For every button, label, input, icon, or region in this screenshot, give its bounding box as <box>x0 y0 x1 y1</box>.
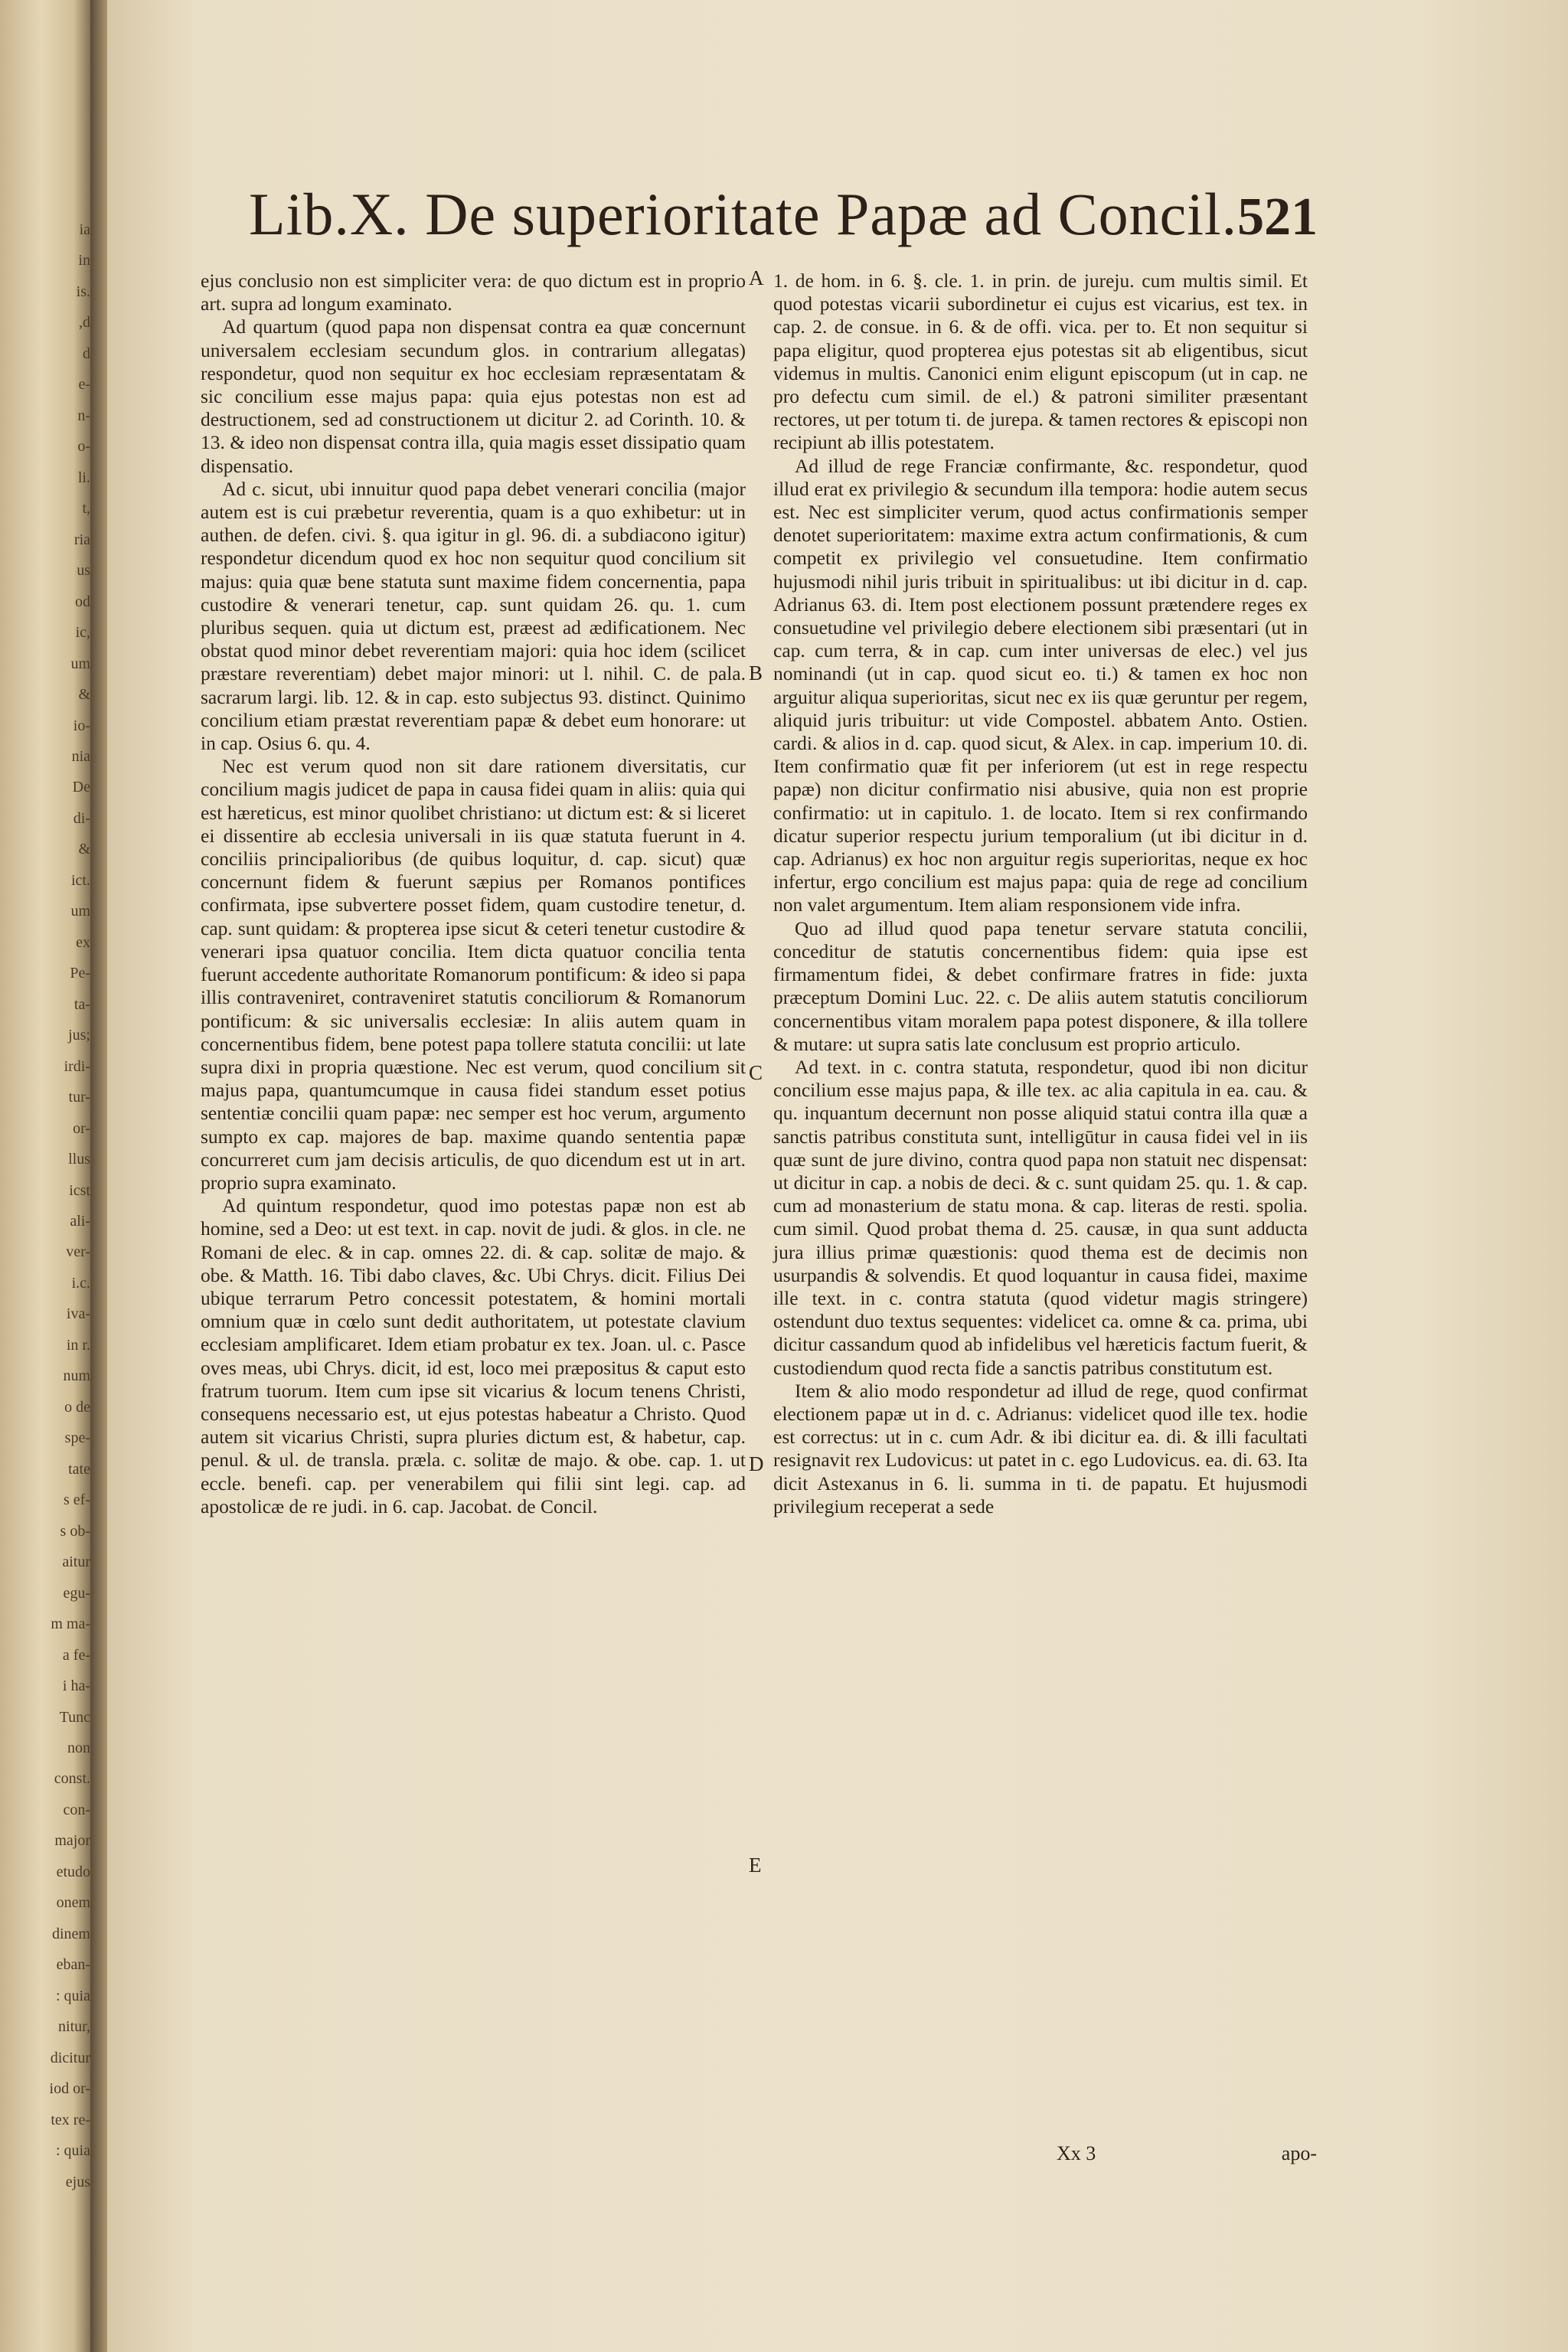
margin-fragment: e- <box>78 376 90 394</box>
margin-fragment: aitur <box>62 1553 90 1571</box>
page-number: 521 <box>1237 188 1318 247</box>
margin-fragment: tate <box>68 1460 90 1478</box>
signature-mark: Xx 3 <box>1057 2142 1096 2164</box>
page-title: Lib.X. De superioritate Papæ ad Concil. <box>249 181 1238 247</box>
margin-fragment: nia <box>71 747 90 765</box>
margin-fragment: dicitur <box>50 2049 90 2066</box>
page-footer <box>1057 2142 1317 2170</box>
margin-fragment: od <box>75 593 90 610</box>
margin-fragment: o- <box>77 438 90 456</box>
paragraph: Quo ad illud quod papa tenetur servare statuta concilii, conceditur de statutis concernentibus fidem: quia ipse est firmamentum fidei, & debet confirmare fratres in fide: juxta præceptum Domini Luc. 22. c. De aliis autem statutis conciliorum concernentibus vitam moralem papa potest disponere, & illa tollere & mutare: ut supra satis late conclusum est proprio articulo. <box>773 916 1308 1055</box>
margin-fragment: icst <box>69 1181 90 1199</box>
margin-fragment: const. <box>54 1770 90 1788</box>
margin-fragment: ria <box>74 531 90 548</box>
margin-fragment: or- <box>73 1119 90 1137</box>
margin-fragment: num <box>63 1367 90 1385</box>
previous-page-edge <box>0 0 92 2352</box>
catchword: apo- <box>1281 2142 1317 2164</box>
margin-fragment: io- <box>73 717 90 734</box>
paragraph: Nec est verum quod non sit dare rationem diversitatis, cur concilium magis judicet de papa in causa fidei quam in aliis: quia qui est hæreticus, est minor quolibet christiano: ut dictum est: & si liceret ei dissentire ab ecclesia universali in iis quæ statuta fuerunt in 4. conciliis principalioribus (de quibus loquitur, d. cap. sicut) quæ concernunt fidem & fuerunt sæpius per Romanos pontifices confirmata, ipse subvertere posset fidem, quam custodire tenetur, d. cap. sunt quidam: & propterea ipse sicut & ceteri tenetur custodire & venerari ipsa quatuor concilia. Item dicta quatuor concilia tenta fuerunt accedente authoritate Romanorum pontificum: & ideo si papa illis contraveniret, contraveniret statutis conciliorum & Romanorum pontificum: & sic universalis ecclesiæ: In aliis autem quam in concernentibus fidem, bene potest papa tollere statuta concilii: ut late supra dixi in propria quæstione. Nec est verum, quod concilium sit majus papa, quantumcumque in causa fidei standum esset potius sententiæ concilii quam papæ: nec semper est hoc verum, argumento sumpto ex cap. majores de bap. maxime quando sententia papæ concurreret cum jam decisis articulis, de quo dicendum est ut in art. proprio supra examinato. <box>201 755 746 1194</box>
margin-fragment: non <box>67 1739 90 1756</box>
section-letter: B <box>749 662 763 684</box>
margin-fragment: ali- <box>70 1213 90 1230</box>
margin-fragment: i.c. <box>71 1274 90 1292</box>
margin-fragment: Tunc <box>59 1708 90 1726</box>
margin-fragment: major <box>54 1832 90 1850</box>
margin-fragment: tur- <box>68 1089 90 1106</box>
margin-fragment: : quia <box>56 2142 90 2160</box>
margin-fragment: in <box>78 252 90 270</box>
paragraph: Ad text. in c. contra statuta, respondetur, quod ibi non dicitur concilium esse majus papa, & ille tex. ac alia capitula in ea. cau. & qu. inquantum decernunt non posse aliquid statui contra illa quæ a sanctis patribus constituta sunt, intelligūtur in causa fidei vel in iis quæ sunt de jure divino, contra quod papa non statuit nec dispensat: ut dicitur in cap. a nobis de deci. & c. sunt quidam 25. qu. 1. & cap. cum ad monasterium de statu mona. & cap. literas de resti. spolia. cum simil. Quod probat thema d. 25. causæ, in qua sunt adducta jura illius primæ quæstionis: quod thema est de decimis non usurpandis & solvendis. Et quod loquantur in causa fidei, maxime ille text. in c. contra statuta (quod videtur magis stringere) ostendunt duo textus sequentes: videlicet ca. omne & ca. prima, ubi dicitur cassandum quod ab infidelibus vel hæreticis factum fuerit, & custodiendum quod recta fide a sanctis patribus constitutum est. <box>773 1055 1308 1379</box>
margin-fragment: ict. <box>71 871 90 889</box>
left-text-column <box>201 270 746 1518</box>
margin-fragment: ic, <box>75 624 90 642</box>
margin-fragment: in r. <box>66 1336 90 1354</box>
margin-fragment: eban- <box>56 1956 90 1974</box>
margin-fragment: nitur, <box>58 2018 90 2036</box>
margin-fragment: : quia <box>56 1987 90 2004</box>
margin-fragment: ia <box>79 221 90 238</box>
paragraph: Ad illud de rege Franciæ confirmante, &c. respondetur, quod illud erat ex privilegio & secundum illa tempora: hodie autem secus est. Nec est simpliciter verum, quod actus confirmationis semper denotet superioritatem: maxime extra actum confirmationis, & cum competit ex privilegio vel consuetudine. Item confirmatio hujusmodi nihil juris tribuit in spiritualibus: ut ibi dicitur in d. cap. Adrianus 63. di. Item post electionem possunt prætendere reges ex consuetudine vel privilegio debere electionem sibi præsentari (ut in cap. cum terra, & in cap. cum inter universas de elec.) vel jus nominandi (ut in cap. quod sicut eo. ti.) & tamen ex hoc non arguitur aliqua superioritas, sicut nec ex iis quæ geruntur per regem, aliquid juris tribuitur: ut vide Compostel. abbatem Anto. Ostien. cardi. & alios in d. cap. quod sicut, & Alex. in cap. imperium 10. di. Item confirmatio quæ fit per inferiorem (ut est in rege respectu papæ) non dicitur confirmatio nisi abusive, quia non est proprie confirmatio: ut in capitulo. 1. de locato. Item si rex confirmando dicatur superior respectu jurium temporalium (ut ibi dicitur in d. cap. Adrianus) ex hoc non arguitur regis superioritas, neque ex hoc infertur, ergo concilium est majus papa: quia de rege ad concilium non valet argumentum. Item aliam responsionem vide infra. <box>773 454 1308 916</box>
running-head <box>249 180 1318 264</box>
margin-fragment: spe- <box>64 1429 90 1447</box>
margin-fragment: t, <box>82 500 90 518</box>
margin-fragment: o de <box>64 1398 90 1416</box>
margin-fragment: iva- <box>66 1305 90 1323</box>
margin-fragment: con- <box>63 1801 90 1818</box>
margin-fragment: m ma- <box>51 1615 90 1633</box>
paragraph: ejus conclusio non est simpliciter vera: de quo dictum est in proprio art. supra ad longum examinato. <box>201 270 746 315</box>
margin-fragment: di- <box>73 809 90 827</box>
margin-fragment: dinem <box>52 1925 90 1942</box>
margin-fragment: egu- <box>63 1584 90 1602</box>
margin-fragment: irdi- <box>64 1057 90 1075</box>
paragraph: Ad quintum respondetur, quod imo potestas papæ non est ab homine, sed a Deo: ut est text. in cap. novit de judi. & glos. in cle. ne Romani de elec. & in cap. omnes 22. di. & cap. solitæ de majo. & obe. & Matth. 16. Tibi dabo claves, &c. Ubi Chrys. dicit. Filius Dei ubique terrarum Petro concessit potestatem, & homini mortali omnium quæ in cœlo sunt dedit authoritatem, ut potestate clavium ecclesiam amplificaret. Idem etiam probatur ex tex. Joan. ul. c. Pasce oves meas, ubi Chrys. dicit, id est, loco mei præpositus & caput esto fratrum tuorum. Item cum ipse sit vicarius & locum tenens Christi, consequens necessario est, ut ejus potestas habeatur a Christo. Quod autem sit vicarius Christi, supra pluries dictum est, & habetur, cap. penul. & ul. de transla. præla. c. solitæ de majo. & obe. cap. 1. ut eccle. benefi. cap. per venerabilem qui filii sint legi. cap. ad apostolicæ de re judi. in 6. cap. Jacobat. de Concil. <box>201 1194 746 1517</box>
margin-fragment: s ob- <box>60 1522 90 1540</box>
margin-fragment: i ha- <box>62 1677 90 1695</box>
margin-fragment: ejus <box>65 2173 90 2190</box>
margin-fragment: etudo <box>56 1863 90 1880</box>
margin-fragment: jus; <box>68 1027 90 1044</box>
margin-fragment: De <box>72 779 90 796</box>
margin-fragment: ,d <box>79 314 90 332</box>
section-letter: E <box>749 1854 762 1877</box>
margin-fragment: um <box>70 903 90 920</box>
margin-fragment: & <box>78 841 90 858</box>
margin-fragment: um <box>70 655 90 672</box>
margin-fragment: d <box>83 345 90 362</box>
paragraph: Item & alio modo respondetur ad illud de rege, quod confirmat electionem papæ ut in d. c. Adrianus: videlicet quod ille tex. hodie est correctus: ut in c. cum Adr. & ibi dicitur ea. di. & illi facultati resignavit rex Ludovicus: ut patet in c. ego Ludovicus. ea. di. 63. Ita dicit Astexanus in 6. li. summa in ti. de papatu. Et hujusmodi privilegium receperat a sede <box>773 1379 1308 1517</box>
margin-fragment: a fe- <box>62 1646 90 1664</box>
margin-fragment: onem <box>56 1894 90 1912</box>
margin-fragment: ta- <box>74 995 90 1013</box>
paragraph: Ad quartum (quod papa non dispensat contra ea quæ concernunt universalem ecclesiam secundum glos. in contrarium allegatas) respondetur, quod non sequitur ex hoc ecclesiam repræsentatam & sic concilium esse majus papa: quia ejus potestas non est ad destructionem, sed ad constructionem ut dicitur 2. ad Corinth. 10. & 13. & ideo non dispensat contra illa, quia magis esset dissipatio quam dispensatio. <box>201 315 746 477</box>
margin-fragment: ver- <box>66 1243 90 1261</box>
section-letter: C <box>749 1061 763 1084</box>
margin-fragment: iod or- <box>49 2080 90 2098</box>
paragraph: Ad c. sicut, ubi innuitur quod papa debet venerari concilia (major autem est is cui præbetur reverentia, quam is a quo exhibetur: ut in authen. de defen. civi. §. qua igitur in gl. 96. di. a subdiacono igitur) respondetur dicendum quod ex hoc non sequitur quod concilium sit majus: quia quæ bene statuta sunt maxime fidem concernentia, papa custodire & venerari tenetur, cap. sunt quidam 26. qu. 1. cum pluribus sequen. quia ut dictum est, præest ad ædificationem. Nec obstat quod minor debet reverentiam majori: quia hoc idem (scilicet præstare reverentiam) debet major minori: ut l. nihil. C. de pala. sacrarum largi. lib. 12. & in cap. esto subjectus 93. distinct. Quinimo concilium etiam præstat reverentiam papæ & debet eum honorare: ut in cap. Osius 6. qu. 4. <box>201 477 746 755</box>
paragraph: 1. de hom. in 6. §. cle. 1. in prin. de jureju. cum multis simil. Et quod potestas vicarii subordinetur ei cujus est vicarius, est tex. in cap. 2. de consue. in 6. & de offi. vica. per to. Et non sequitur si papa eligitur, quod propterea ejus potestas sit ab eligentibus, sicut videmus in multis. Canonici enim eligunt episcopum (ut in cap. ne pro defectu cum simil. de el.) & patroni similiter præsentant rectores, ut per totum ti. de jurepa. & tamen rectores & episcopi non recipiunt ab illis potestatem. <box>773 270 1308 454</box>
margin-fragment: Pe- <box>70 965 90 982</box>
section-letter: D <box>749 1452 764 1475</box>
margin-fragment: li. <box>77 469 90 486</box>
margin-fragment: s ef- <box>64 1491 90 1509</box>
margin-fragment: us <box>77 562 90 580</box>
margin-fragment: ex <box>76 933 90 951</box>
right-text-column <box>773 270 1308 1518</box>
margin-fragment: tex re- <box>51 2111 90 2128</box>
section-letter: A <box>749 266 764 289</box>
margin-fragment: n- <box>77 407 90 424</box>
margin-fragment: llus <box>68 1151 90 1168</box>
margin-fragment: is. <box>76 283 90 300</box>
margin-fragment: & <box>78 686 90 704</box>
